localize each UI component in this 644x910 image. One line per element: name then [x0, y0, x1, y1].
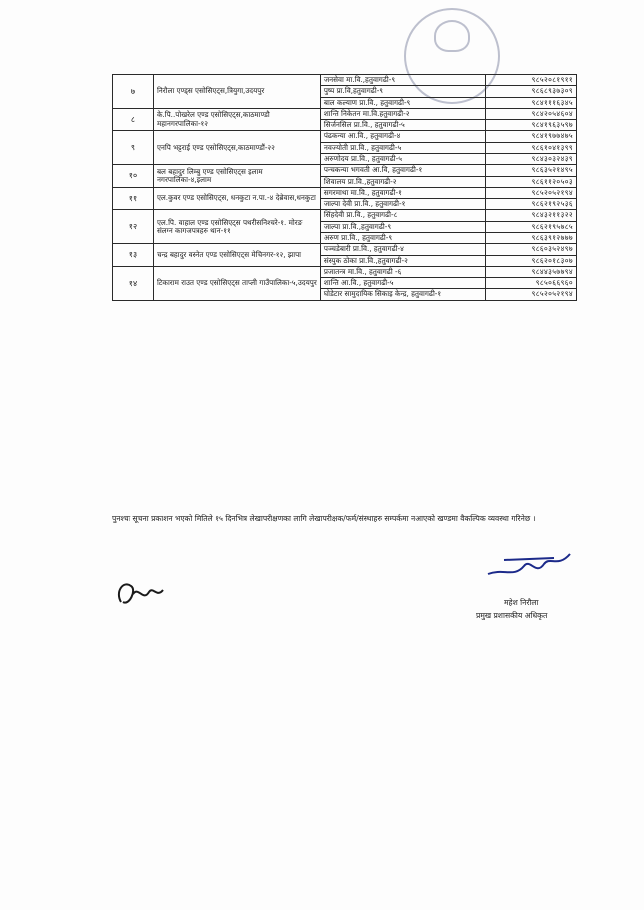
audit-firm-name: एल.कुवर एण्ड एसोसिएट्स, धनकुटा न.पा.-४ देब्रेवास,धनकुटा — [153, 187, 320, 210]
phone-number: ९८६८९३७३०९ — [485, 86, 576, 97]
school-name: घोडेटार सामुदायिक सिकाइ केन्द्र, हतुवागढी-१ — [320, 289, 485, 300]
phone-number: ९८४२०५४६०४ — [485, 108, 576, 119]
signatory-title: प्रमुख प्रशासकीय अधिकृत — [476, 611, 548, 620]
school-name: संस्पुक ठोका प्रा.वि.,हतुवागढी-२ — [320, 255, 485, 266]
table-row — [113, 75, 577, 86]
school-name: सिंहदेवी प्रा.वि., हतुवागढी-८ — [320, 210, 485, 221]
audit-firm-name: टिकाराम राउत एण्ड एसोसिएट्स ताप्ली गाउँपालिका-५,उदयपुर — [153, 266, 320, 300]
school-name: पुष्प प्रा.वि,हतुवागढी-९ — [320, 86, 485, 97]
phone-number: ९८५२०५२१९४ — [485, 187, 576, 198]
phone-number: ९८६०३५२४९७ — [485, 244, 576, 255]
serial-number: १० — [113, 165, 154, 188]
table-row — [113, 131, 577, 142]
table-row — [113, 244, 577, 255]
table-row — [113, 165, 577, 176]
school-name: जाल्पा प्रा.वि.,हतुवागढी-९ — [320, 221, 485, 232]
auditor-assignment-table — [112, 74, 577, 301]
school-name: पञ्चडेबारी प्रा.वि., हतुवागढी-४ — [320, 244, 485, 255]
serial-number: ११ — [113, 187, 154, 210]
school-name: शान्ति निकेतन मा.वि.हतुवागढी-२ — [320, 108, 485, 119]
serial-number: १२ — [113, 210, 154, 244]
emblem-icon — [434, 20, 470, 52]
school-name: जनसेवा मा.वि.,हतुवागढी-९ — [320, 75, 485, 86]
school-name: अरुण प्रा.वि., हतुवागढी-९ — [320, 232, 485, 243]
phone-number: ९८४३२११३२२ — [485, 210, 576, 221]
phone-number: ९८४४३५७७९४ — [485, 266, 576, 277]
phone-number: ९८५०६६९६० — [485, 278, 576, 289]
serial-number: ९ — [113, 131, 154, 165]
phone-number: ९८४१११६३४५ — [485, 97, 576, 108]
handwritten-initials — [113, 572, 173, 612]
school-name: प्रजातन्त्र मा.वि., हतुवागढी -६ — [320, 266, 485, 277]
phone-number: ९८६१०४१३९९ — [485, 142, 576, 153]
phone-number: ९८६२१९२५३६ — [485, 199, 576, 210]
serial-number: ७ — [113, 75, 154, 109]
serial-number: ८ — [113, 108, 154, 131]
audit-firm-name: निरौला एण्ड्स एसोसिएट्स,त्रियुगा,उदयपुर — [153, 75, 320, 109]
audit-firm-name: चन्द्र बहादुर वस्नेत एण्ड एसोसिएट्स मेचिनगर-१२, झापा — [153, 244, 320, 267]
signatory-name: महेश निरौला — [504, 598, 539, 607]
phone-number: ९८४१९६३५९७ — [485, 120, 576, 131]
school-name: अरुणोदय प्रा.वि., हतुवागढी-५ — [320, 153, 485, 164]
table-row — [113, 187, 577, 198]
audit-firm-name: के.पि..पोखरेल एण्ड एसोसिएट्स,काठमाण्डौ महानगरपालिका-१२ — [153, 108, 320, 131]
phone-number: ९८४३०३२४३९ — [485, 153, 576, 164]
phone-number: ९८४१९७७४७५ — [485, 131, 576, 142]
table-row — [113, 108, 577, 119]
phone-number: ९८५२०८१९११ — [485, 75, 576, 86]
serial-number: १४ — [113, 266, 154, 300]
phone-number: ९८५२०५२१९४ — [485, 289, 576, 300]
school-name: बाल कल्याण प्रा.वि., हतुवागढी-९ — [320, 97, 485, 108]
phone-number: ९८६३९१२७७७ — [485, 232, 576, 243]
school-name: सगरमाथा मा.वि., हतुवागढी-१ — [320, 187, 485, 198]
table-row — [113, 266, 577, 277]
audit-firm-name: एल.पि. वाहाल एण्ड एसोसिएट्स पथरीसनिश्चरे-१. मोरङ संलग्न कागजपत्रहरु थान-११ — [153, 210, 320, 244]
school-name: पंढकन्या आ.वि., हतुवागढी-४ — [320, 131, 485, 142]
phone-number: ९८६२०१८३०७ — [485, 255, 576, 266]
phone-number: ९८६११२०५०३ — [485, 176, 576, 187]
audit-firm-name: एनपि भट्टराई एण्ड एसोसिएट्स,काठमाण्डौं-२२ — [153, 131, 320, 165]
handwritten-signature — [484, 548, 574, 583]
school-name: जाल्पा देवी प्रा.वि., हतुवागढी-१ — [320, 199, 485, 210]
school-name: शिवालय प्रा.वि.,हतुवागढी-२ — [320, 176, 485, 187]
school-name: पन्चकन्या भगवती आ.वि, हतुवागढी-१ — [320, 165, 485, 176]
phone-number: ९८६३५२१४९५ — [485, 165, 576, 176]
serial-number: १३ — [113, 244, 154, 267]
postscript-notice: पुनश्चः सूचना प्रकाशन भएको मितिले १५ दिनभित्र लेखापरीक्षणका लागि लेखापरीक्षक/फर्म/संस्थाहरु सम्पर्कमा नआएको खण्डमा वैकल्पिक व्यवस्था गरिनेछ । — [112, 514, 536, 523]
audit-firm-name: बल बहादुर लिम्बु एण्ड एसोसिएट्स इलाम नगरपालिका-४,इलाम — [153, 165, 320, 188]
table-row — [113, 210, 577, 221]
school-name: नवज्योती प्रा.वि., हतुवागढी-५ — [320, 142, 485, 153]
school-name: शान्ति आ.वि., हतुवागढी-५ — [320, 278, 485, 289]
phone-number: ९८६२१९५७८५ — [485, 221, 576, 232]
school-name: सिर्जनसिल प्रा.वि., हतुवागढी-५ — [320, 120, 485, 131]
